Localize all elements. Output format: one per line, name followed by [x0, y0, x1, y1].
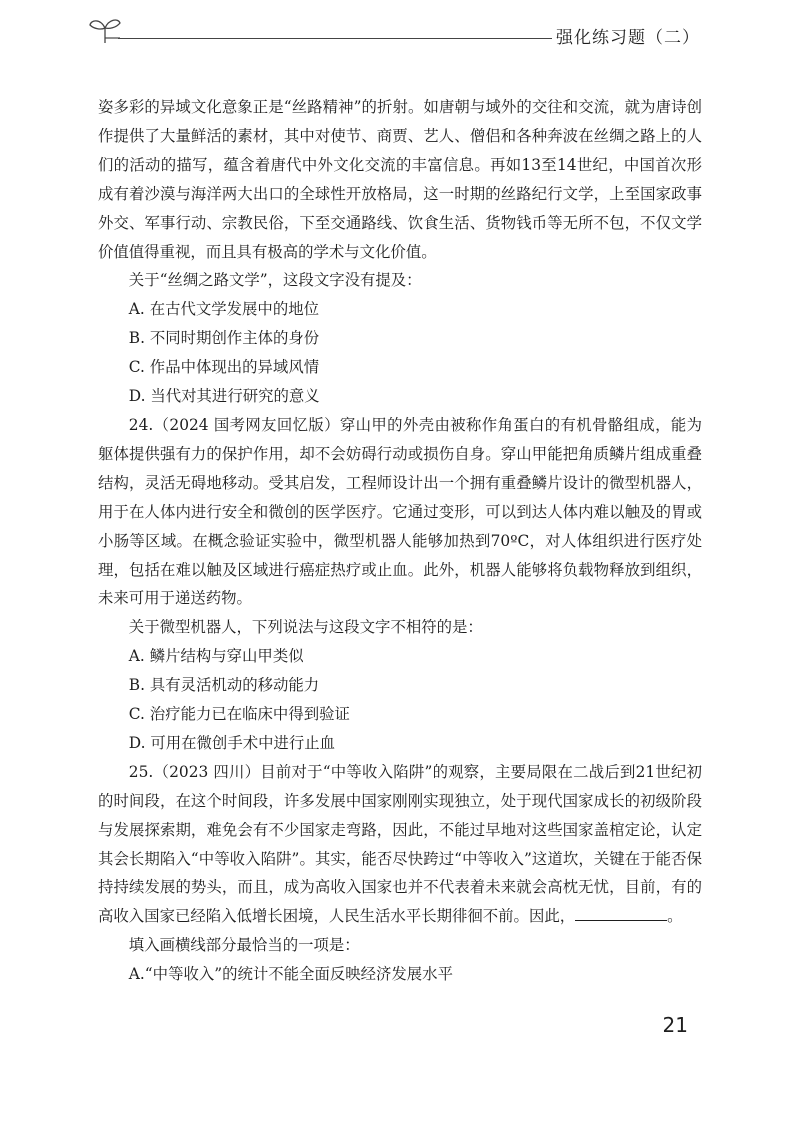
- question-25-text: 25.（2023 四川）目前对于“中等收入陷阱”的观察，主要局限在二战后到21世纪初的时间段，在这个时间段，许多发展中国家刚刚实现独立，处于现代国家成长的初级阶段与发展探索期，难免会有不少国家走弯路，因此，不能过早地对这些国家盖棺定论，认定其会长期陷入“中等收入陷阱”。其实，能否尽快跨过“中等收入”这道坎，关键在于能否保持持续发展的势头，而且，成为高收入国家也并不代表着未来就会高枕无忧，目前，有的高收入国家已经陷入低增长困境，人民生活水平长期徘徊不前。因此，: [98, 762, 702, 926]
- question-24-option-b: B. 具有灵活机动的移动能力: [128, 676, 320, 695]
- header-rule: [118, 38, 552, 39]
- page-body: [98, 93, 702, 989]
- question-23-option-d: D. 当代对其进行研究的意义: [128, 387, 320, 406]
- sprout-icon: [88, 14, 122, 44]
- question-25-text-end: 。: [667, 907, 683, 926]
- question-24-text: 24.（2024 国考网友回忆版）穿山甲的外壳由被称作角蛋白的有机骨骼组成，能为躯体提供强有力的保护作用，却不会妨碍行动或损伤自身。穿山甲能把角质鳞片组成重叠结构，灵活无碍地移动。受其启发，工程师设计出一个拥有重叠鳞片设计的微型机器人，用于在人体内进行安全和微创的医学医疗。它通过变形，可以到达人体内难以触及的胃或小肠等区域。在概念验证实验中，微型机器人能够加热到70ºC，对人体组织进行医疗处理，包括在难以触及区域进行癌症热疗或止血。此外，机器人能够将负载物释放到组织，未来可用于递送药物。: [98, 415, 702, 608]
- question-25-paragraph: [98, 758, 702, 931]
- running-header: [88, 14, 700, 48]
- question-24-stem: 关于微型机器人，下列说法与这段文字不相符的是：: [128, 618, 483, 637]
- question-23-stem: 关于“丝绸之路文学”，这段文字没有提及：: [128, 271, 422, 290]
- question-25-option-a: A.“中等收入”的统计不能全面反映经济发展水平: [128, 965, 453, 984]
- question-24-option-a: A. 鳞片结构与穿山甲类似: [128, 647, 304, 666]
- section-title: 强化练习题（二）: [556, 28, 700, 48]
- question-23-option-a: A. 在古代文学发展中的地位: [128, 300, 319, 319]
- question-24-option-c: C. 治疗能力已在临床中得到验证: [128, 705, 350, 724]
- passage-23-text: 姿多彩的异域文化意象正是“丝路精神”的折射。如唐朝与域外的交往和交流，就为唐诗创作提供了大量鲜活的素材，其中对使节、商贾、艺人、僧侣和各种奔波在丝绸之路上的人们的活动的描写，蕴含着唐代中外文化交流的丰富信息。再如13至14世纪，中国首次形成有着沙漠与海洋两大出口的全球性开放格局，这一时期的丝路纪行文学，上至国家政事外交、军事行动、宗教民俗，下至交通路线、饮食生活、货物钱币等无所不包，不仅文学价值值得重视，而且具有极高的学术与文化价值。: [98, 98, 702, 261]
- question-23-option-b: B. 不同时期创作主体的身份: [128, 329, 320, 348]
- answer-blank: [575, 904, 667, 921]
- question-24-option-d: D. 可用在微创手术中进行止血: [128, 733, 336, 752]
- question-25-stem: 填入画横线部分最恰当的一项是：: [128, 936, 360, 955]
- question-23-option-c: C. 作品中体现出的异域风情: [128, 358, 320, 377]
- page-number: 21: [662, 1013, 688, 1037]
